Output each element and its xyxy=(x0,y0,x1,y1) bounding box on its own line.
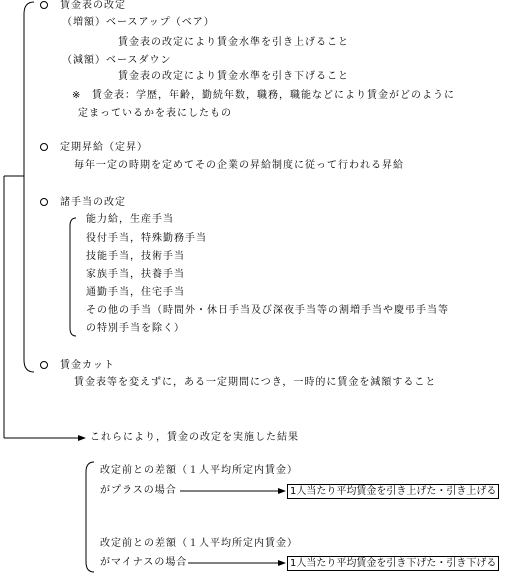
allowances-bracket xyxy=(70,218,76,336)
plus-condition-line-1: 改定前との差額（１人平均所定内賃金） xyxy=(100,465,298,476)
minus-arrow-head xyxy=(278,560,286,566)
minus-condition-line-2: がマイナスの場合 xyxy=(100,557,188,568)
section-bullet-4 xyxy=(40,361,48,369)
result-arrow xyxy=(78,435,86,441)
allowance-item: 能力給，生産手当 xyxy=(86,214,174,225)
increase-desc: 賃金表の改定により賃金水準を引き上げること xyxy=(118,37,349,48)
section-desc-4: 賃金表等を変えずに，ある一定期間につき，一時的に賃金を減額すること xyxy=(74,377,437,388)
note-line-1: 賃金表：学歴，年齢，勤続年数，職務，職能などにより賃金がどのように xyxy=(92,90,455,101)
plus-result-box: 1人当たり平均賃金を引き上げた・引き上げる xyxy=(287,484,499,499)
decrease-label: （減額）ベースダウン xyxy=(62,55,172,66)
allowance-item: 家族手当，扶養手当 xyxy=(86,269,185,280)
increase-label: （増額）ベースアップ（ベア） xyxy=(62,17,215,28)
section-bullet-1 xyxy=(40,1,48,9)
allowance-item: 通勤手当，住宅手当 xyxy=(86,287,185,298)
section-desc-2: 毎年一定の時期を定めてその企業の昇給制度に従って行われる昇給 xyxy=(74,160,404,171)
section-title-1: 賃金表の改定 xyxy=(60,0,126,11)
plus-condition-line-2: がプラスの場合 xyxy=(100,485,177,496)
note-line-2: 定まっているかを表にしたもの xyxy=(78,108,232,119)
allowance-item: 技能手当，技術手当 xyxy=(86,251,185,262)
minus-condition-line-1: 改定前との差額（１人平均所定内賃金） xyxy=(100,538,298,549)
allowance-item: 役付手当，特殊勤務手当 xyxy=(86,233,207,244)
minus-result-box: 1人当たり平均賃金を引き下げた・引き下げる xyxy=(287,556,499,571)
section-bullet-3 xyxy=(40,198,48,206)
section-title-4: 賃金カット xyxy=(60,360,115,371)
allowance-item: その他の手当（時間外・休日手当及び深夜手当等の割増手当や慶弔手当等 xyxy=(86,305,449,316)
sections-bracket xyxy=(24,2,34,372)
decrease-desc: 賃金表の改定により賃金水準を引き下げること xyxy=(118,71,349,82)
note-mark: ※ xyxy=(72,90,82,101)
allowance-item: の特別手当を除く） xyxy=(86,323,185,334)
outcomes-bracket xyxy=(86,462,94,572)
section-title-3: 諸手当の改定 xyxy=(60,197,126,208)
plus-arrow-head xyxy=(278,488,286,494)
section-bullet-2 xyxy=(40,143,48,151)
result-label: これらにより，賃金の改定を実施した結果 xyxy=(90,432,299,443)
section-title-2: 定期昇給（定昇） xyxy=(60,142,148,153)
